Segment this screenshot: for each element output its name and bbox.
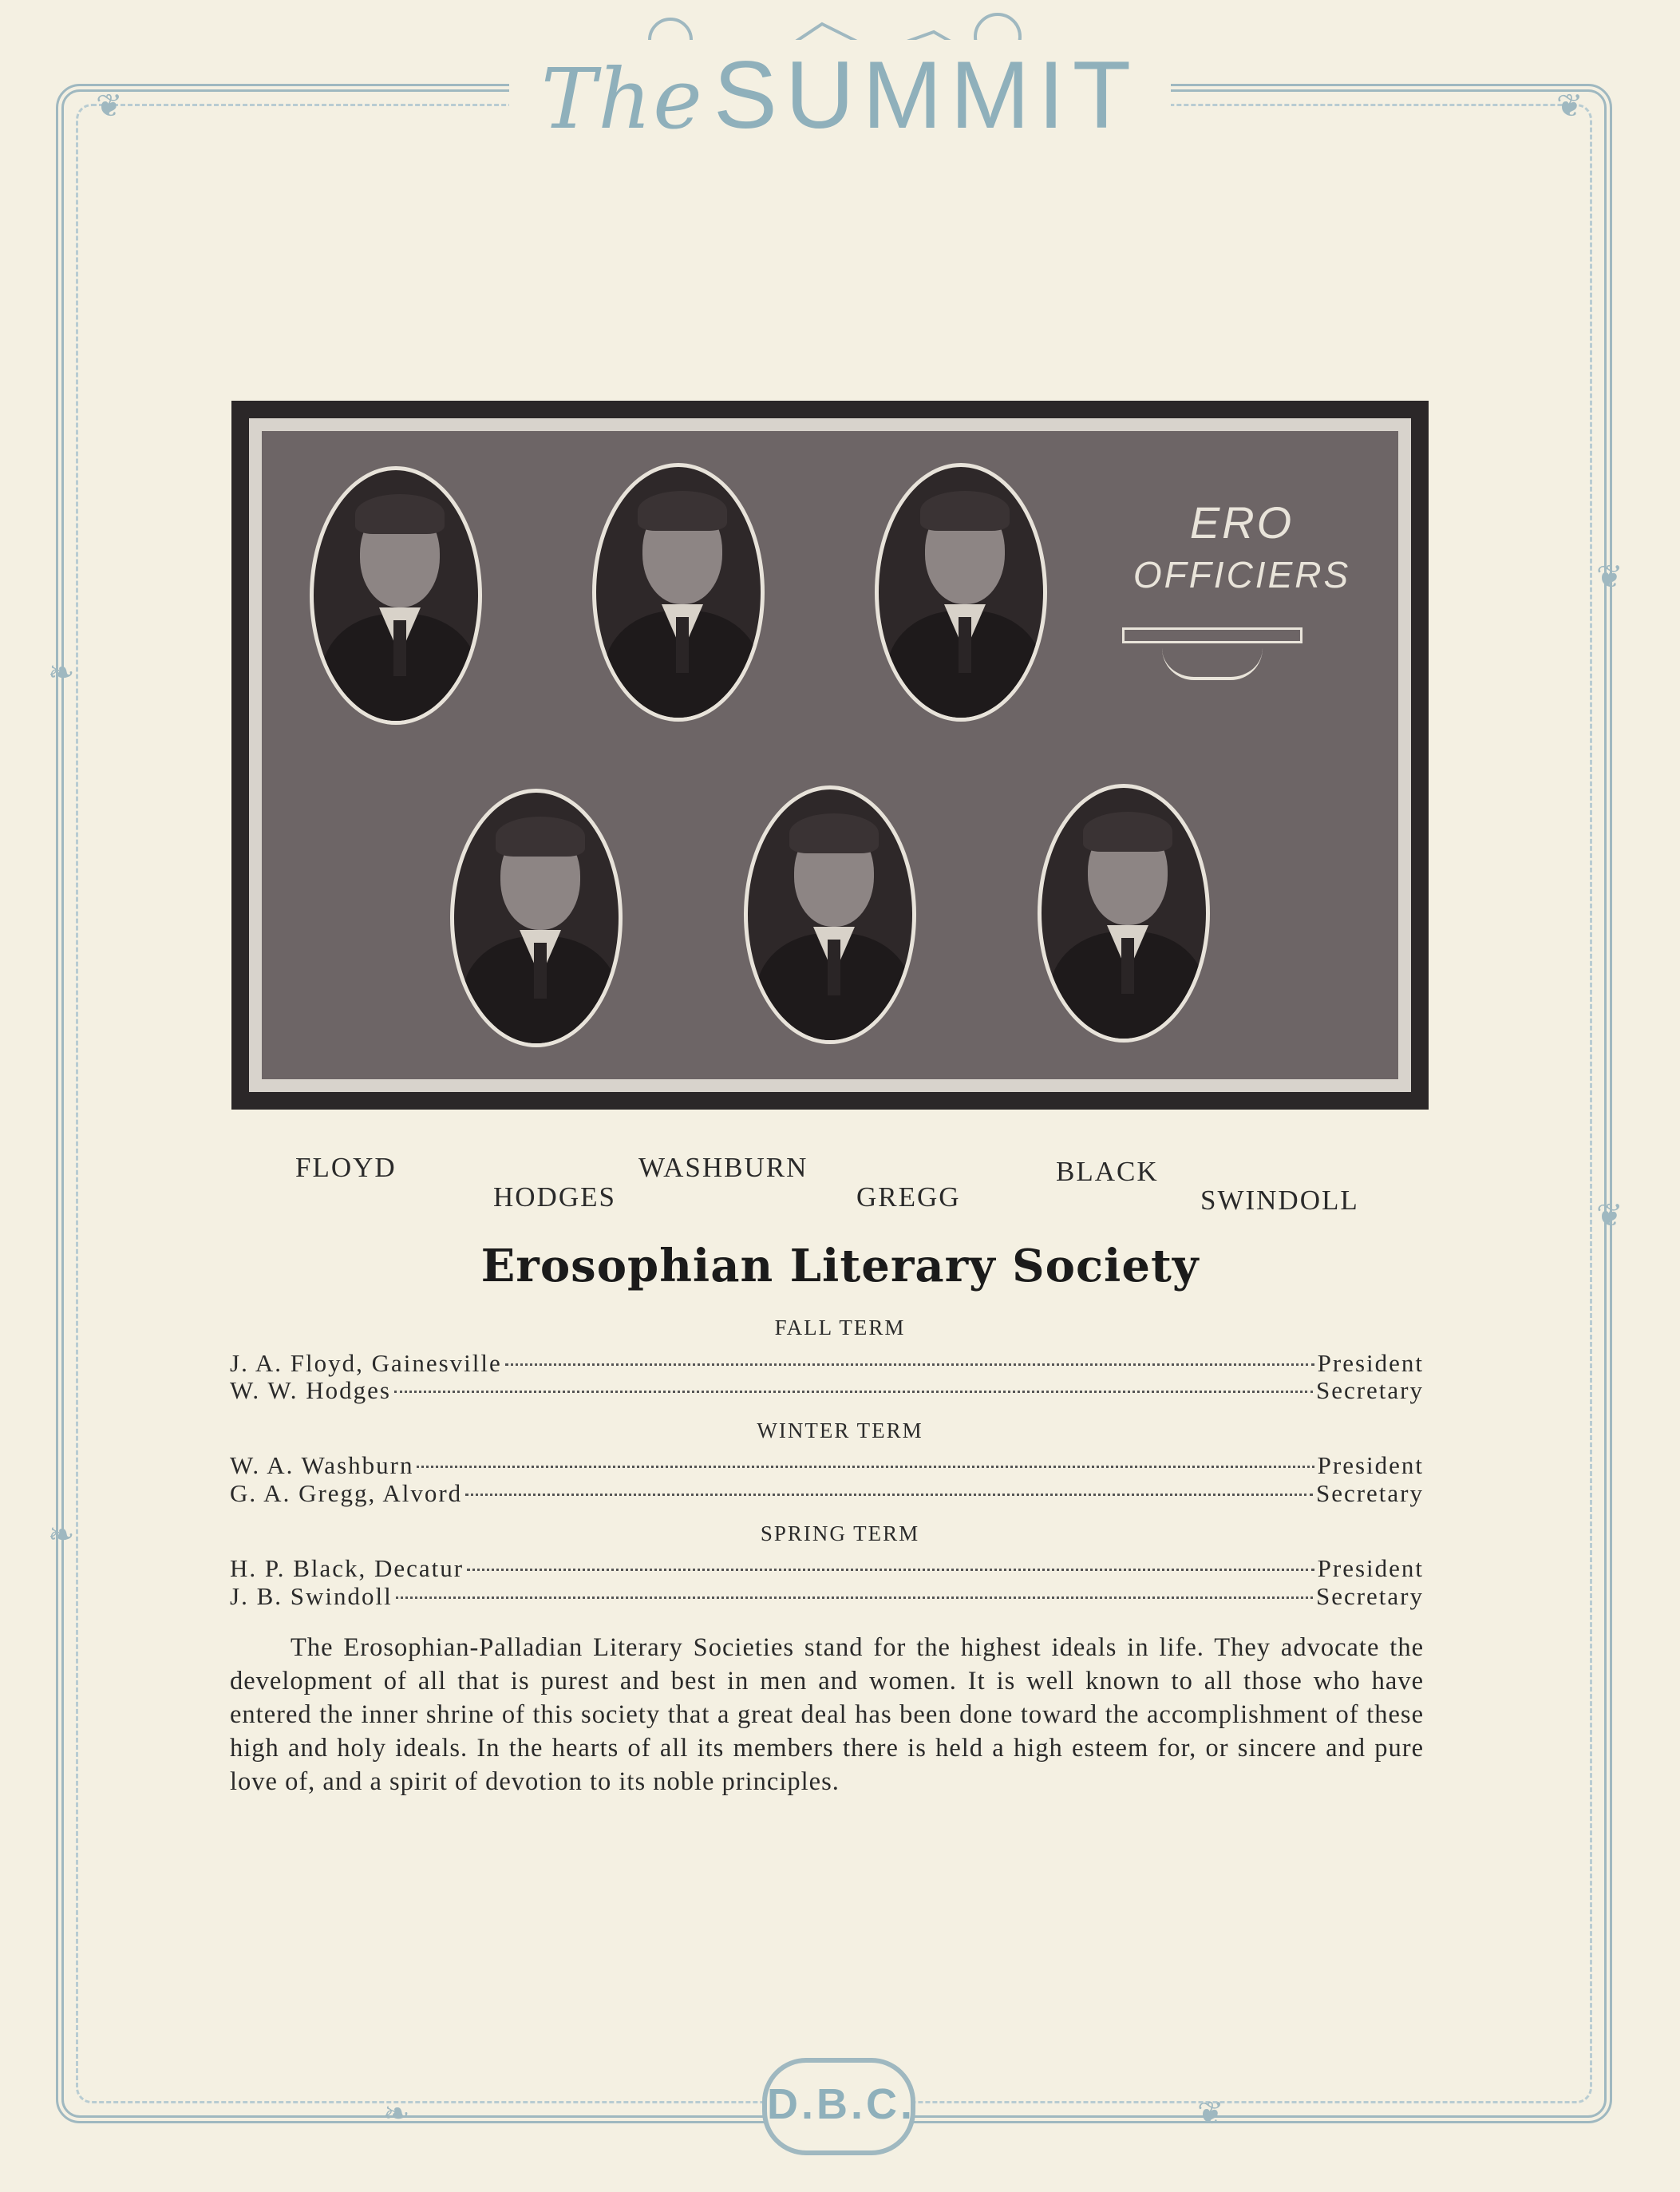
- term-heading-winter: WINTER TERM: [757, 1418, 923, 1442]
- society-description: [230, 1631, 1424, 1798]
- term-heading-spring: SPRING TERM: [760, 1521, 920, 1545]
- society-title: Erosophian Literary Society: [480, 1240, 1200, 1292]
- officer-name: G. A. Gregg, Alvord: [230, 1479, 463, 1507]
- term-heading-fall: FALL TERM: [774, 1316, 906, 1339]
- officer-name: J. B. Swindoll: [230, 1582, 393, 1610]
- officer-name: W. A. Washburn: [230, 1451, 414, 1479]
- portrait-washburn: [592, 463, 765, 722]
- officer-role: President: [1317, 1349, 1424, 1377]
- leaf-icon: ❦: [1596, 559, 1623, 595]
- name-label-floyd: FLOYD: [295, 1152, 397, 1183]
- portrait-swindoll: [1038, 784, 1210, 1043]
- portrait-floyd: [310, 466, 482, 725]
- officer-name: J. A. Floyd, Gainesville: [230, 1349, 502, 1377]
- officer-name: H. P. Black, Decatur: [230, 1554, 464, 1582]
- leaf-icon: ❦: [96, 88, 123, 125]
- photo-caption: [1114, 495, 1370, 599]
- description-text: The Erosophian-Palladian Literary Societies stand for the highest ideals in life. They advocate the development of all that is purest and best in men and women. It is well known to all those who have entered the inner shrine of this society that a great deal has been done toward the accomplishment of these high and holy ideals. In the hearts of all its members there is held a high esteem for, or sincere and pure love of, and a spirit of devotion to its noble principles.: [230, 1633, 1424, 1796]
- leaf-icon: ❦: [1596, 1197, 1623, 1234]
- caption-ornament-scroll: [1162, 648, 1263, 680]
- officer-row: [230, 1375, 1424, 1406]
- officer-role: President: [1317, 1554, 1424, 1582]
- leaf-icon: ❦: [1197, 2095, 1224, 2132]
- leaf-icon: ❧: [48, 655, 75, 691]
- officers-photo: [231, 401, 1429, 1110]
- portrait-hodges: [450, 789, 623, 1047]
- photo-caption-line1: ERO: [1189, 497, 1295, 548]
- officer-row: [230, 1478, 1424, 1509]
- name-label-black: BLACK: [1056, 1156, 1159, 1187]
- name-label-washburn: WASHBURN: [638, 1152, 808, 1183]
- officer-role: President: [1317, 1451, 1424, 1479]
- officer-name: W. W. Hodges: [230, 1376, 391, 1404]
- officer-row: [230, 1581, 1424, 1612]
- officer-role: Secretary: [1315, 1582, 1424, 1610]
- masthead-title: SUMMIT: [713, 42, 1140, 148]
- footer-logo: D.B.C.: [762, 2058, 915, 2155]
- name-label-swindoll: SWINDOLL: [1200, 1185, 1359, 1216]
- officer-role: Secretary: [1315, 1479, 1424, 1507]
- leaf-icon: ❧: [48, 1517, 75, 1553]
- portrait-black: [875, 463, 1047, 722]
- masthead: [0, 40, 1680, 150]
- name-label-hodges: HODGES: [493, 1181, 616, 1213]
- officer-row: [230, 1348, 1424, 1379]
- caption-ornament: [1122, 627, 1302, 643]
- name-label-gregg: GREGG: [856, 1181, 961, 1213]
- leaf-icon: ❦: [1556, 88, 1583, 125]
- officer-row: [230, 1450, 1424, 1481]
- leaf-icon: ❧: [383, 2095, 410, 2132]
- officer-role: Secretary: [1315, 1376, 1424, 1404]
- photo-caption-line2: OFFICIERS: [1133, 554, 1351, 595]
- portrait-gregg: [744, 785, 916, 1044]
- officer-row: [230, 1553, 1424, 1584]
- masthead-the: The: [540, 50, 704, 148]
